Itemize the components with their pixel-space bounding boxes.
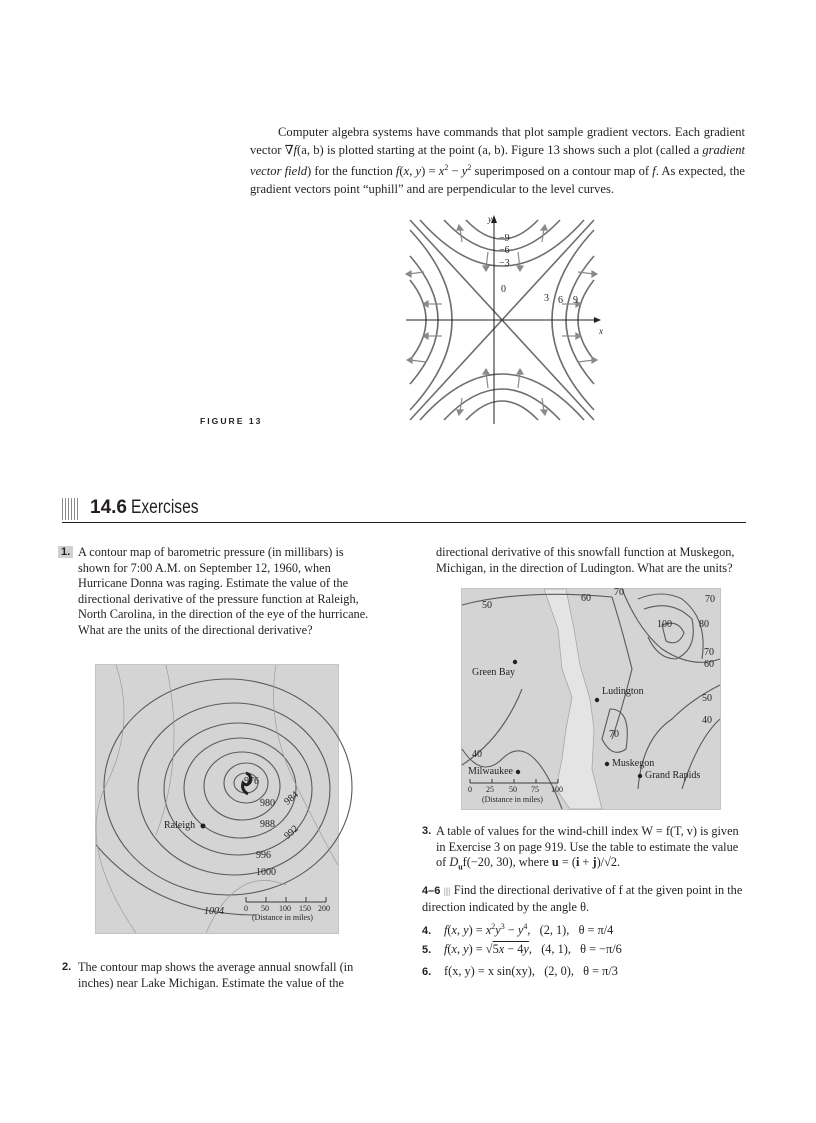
figure13-gradient-field bbox=[402, 212, 602, 428]
section-header bbox=[62, 496, 746, 523]
ex2-text-right: directional derivative of this snowfall function at Muskegon, Michigan, in the direction of Ludington. What are the units? bbox=[436, 545, 735, 575]
snow-scale-100: 100 bbox=[551, 785, 563, 794]
snow-contour-80: 80 bbox=[699, 619, 709, 630]
snow-contour-100: 100 bbox=[657, 619, 672, 630]
fig13-level-6: 6 bbox=[558, 295, 563, 306]
fig13-level-neg9: −9 bbox=[499, 233, 510, 244]
fig13-y-axis-label: y bbox=[488, 214, 492, 224]
hurricane-map bbox=[95, 664, 339, 934]
ex2-text-left: The contour map shows the average annual snowfall (in inches) near Lake Michigan. Estimate the value of the bbox=[78, 960, 354, 990]
ex6-line: 6. f(x, y) = x sin(xy), (2, 0), θ = π/3 bbox=[422, 963, 618, 981]
snow-contour-40-right: 40 bbox=[702, 715, 712, 726]
snow-contour-60: 60 bbox=[581, 593, 591, 604]
ex1-text: A contour map of barometric pressure (in millibars) is shown for 7:00 A.M. on September 12, 1960, when Hurricane Donna was raging. Estimate the value of the directional derivative of the pressure function at Raleigh, North Carolina, in the direction of the eye of the hurricane. What are the units of the directional derivative? bbox=[78, 545, 369, 637]
ex2-number: 2. bbox=[62, 961, 72, 973]
fig13-x-axis-label: x bbox=[599, 326, 603, 336]
snowfall-map bbox=[461, 588, 721, 810]
snow-contour-50-right: 50 bbox=[702, 693, 712, 704]
pressure-label-980: 980 bbox=[260, 798, 275, 809]
pressure-label-1004: 1004 bbox=[204, 906, 224, 917]
term-gradient-vector-field: gradient vector field bbox=[250, 142, 745, 179]
city-milwaukee: Milwaukee bbox=[468, 766, 513, 777]
snow-contour-50-top: 50 bbox=[482, 600, 492, 611]
pressure-label-976: 976 bbox=[244, 776, 259, 787]
pressure-label-992: 992 bbox=[282, 823, 301, 842]
pressure-label-988: 988 bbox=[260, 819, 275, 830]
section-number: 14.6 bbox=[90, 497, 127, 518]
hurricane-scale-200: 200 bbox=[318, 904, 330, 913]
ex6-number: 6. bbox=[422, 966, 432, 978]
hurricane-scale-0: 0 bbox=[244, 904, 248, 913]
fig13-level-0: 0 bbox=[501, 284, 506, 295]
hurricane-scale-caption: (Distance in miles) bbox=[252, 913, 313, 922]
city-ludington: Ludington bbox=[602, 686, 644, 697]
ex4-number: 4. bbox=[422, 925, 432, 938]
hurricane-scale-50: 50 bbox=[261, 904, 269, 913]
ex3-text: A table of values for the wind-chill index W = f(T, v) is given in Exercise 3 on page 919. Use the table to estimate the value of $D_uf(-20$, 30), where u = (i + j)/√2. bbox=[436, 824, 739, 872]
header-stripe-decoration bbox=[62, 498, 80, 520]
ex46-instruction: 4–6 |||| Find the directional derivative of f at the given point in the direction indicated by the angle θ. bbox=[422, 883, 743, 914]
snow-contour-60-right: 60 bbox=[704, 659, 714, 670]
hurricane-scale-100: 100 bbox=[279, 904, 291, 913]
section-title: Exercises bbox=[131, 497, 199, 518]
pressure-label-996: 996 bbox=[256, 850, 271, 861]
snow-contour-40-left: 40 bbox=[472, 749, 482, 760]
snow-scale-0: 0 bbox=[468, 785, 472, 794]
ex1-number: 1. bbox=[58, 546, 73, 558]
hurricane-scale-150: 150 bbox=[299, 904, 311, 913]
pressure-label-984: 984 bbox=[282, 789, 301, 808]
snow-scale-75: 75 bbox=[531, 785, 539, 794]
snow-contour-70-right: 70 bbox=[705, 594, 715, 605]
snow-scale-50: 50 bbox=[509, 785, 517, 794]
ex4-line: 4. f(x, $y) = x^2y^3 - y^4$, (2, 1), θ = π/4 bbox=[422, 918, 613, 940]
fig13-level-neg3: −3 bbox=[499, 258, 510, 269]
ex5-number: 5. bbox=[422, 944, 432, 956]
snow-contour-70-low: 70 bbox=[609, 729, 619, 740]
fig13-level-neg6: −6 bbox=[499, 245, 510, 256]
raleigh-label: Raleigh bbox=[164, 820, 196, 831]
figure13-label: FIGURE 13 bbox=[200, 416, 263, 426]
pressure-label-1000: 1000 bbox=[256, 867, 276, 878]
snow-scale-25: 25 bbox=[486, 785, 494, 794]
snow-scale-caption: (Distance in miles) bbox=[482, 795, 543, 804]
city-muskegon: Muskegon bbox=[612, 758, 655, 769]
snow-contour-70-mid: 70 bbox=[704, 647, 714, 658]
city-green-bay: Green Bay bbox=[472, 667, 516, 678]
ex5-line: 5. f(x, y) = √5x − 4y, (4, 1), θ = −π/6 bbox=[422, 941, 622, 959]
fig13-level-9: 9 bbox=[573, 295, 578, 306]
ex3-number: 3. bbox=[422, 825, 432, 837]
snow-contour-70-top: 70 bbox=[614, 587, 624, 598]
fig13-level-3: 3 bbox=[544, 293, 549, 304]
intro-paragraph: Computer algebra systems have commands that plot sample gradient vectors. Each gradient vector ∇f(a, b) is plotted starting at the point (a, b). Figure 13 shows such a plot (called a gradient vector field) for the function f(x, $y) = x^2 - y^2$ superimposed on a contour map of f. As expected, the gradient vectors point “uphill” and are perpendicular to the level curves. bbox=[250, 125, 746, 196]
city-grand-rapids: Grand Rapids bbox=[645, 770, 701, 781]
